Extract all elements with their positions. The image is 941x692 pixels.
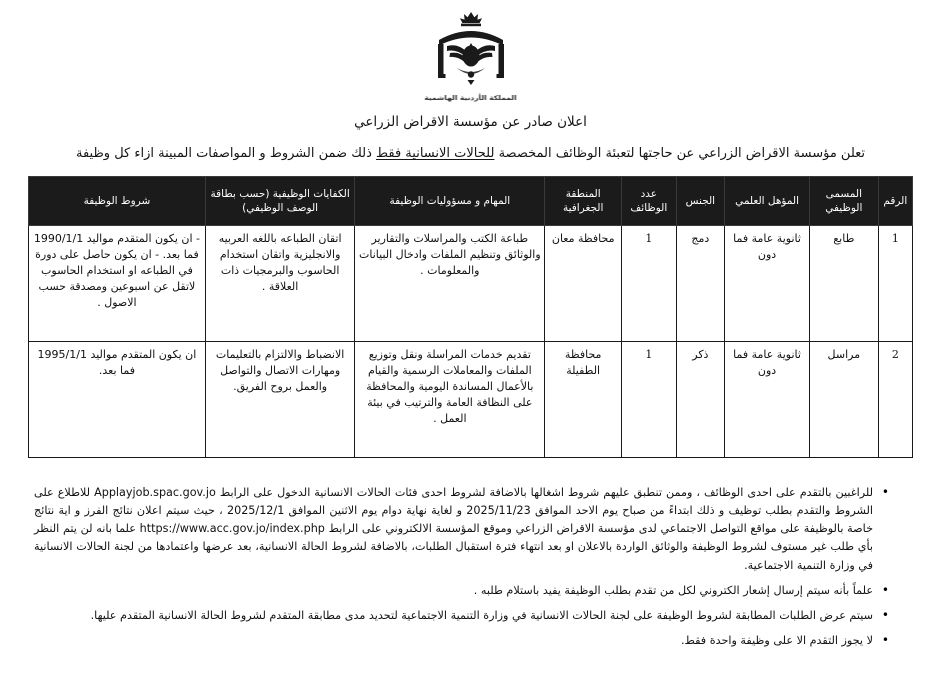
- column-header-count: عدد الوظائف: [622, 177, 677, 226]
- subtitle-part-1: تعلن مؤسسة الاقراض الزراعي عن حاجتها لتعبئة الوظائف المخصصة: [494, 146, 866, 161]
- cell-conditions: ان يكون المتقدم مواليد 1995/1/1 فما بعد.: [29, 342, 206, 458]
- subtitle-part-2: ذلك ضمن الشروط و المواصفات المبينة ازاء كل وظيفة: [75, 146, 377, 161]
- emblem-header: [28, 0, 913, 108]
- notes-list: [28, 484, 913, 650]
- cell-index: 2: [878, 342, 912, 458]
- cell-gender: ذكر: [676, 342, 724, 458]
- table-header-row: [29, 177, 913, 226]
- cell-region: محافظة معان: [545, 226, 622, 342]
- cell-duties: طباعة الكتب والمراسلات والتقارير والوثائق وتنظيم الملفات وادخال البيانات والمعلومات .: [355, 226, 545, 342]
- jobs-table: [28, 176, 913, 458]
- column-header-qualification: المؤهل العلمي: [725, 177, 810, 226]
- cell-competencies: اتقان الطباعه باللغه العربيه والانجليزية واتقان استخدام الحاسوب والبرمجيات ذات العلاقة .: [205, 226, 355, 342]
- cell-qualification: ثانوية عامة فما دون: [725, 226, 810, 342]
- list-item: • سيتم عرض الطلبات المطابقة لشروط الوظيفة على لجنة الحالات الانسانية في وزارة التنمية الاجتماعية لتحديد مدى مطابقة المتقدم لشروط الحالة الانسانية المتقدم عليها.: [34, 607, 889, 625]
- column-header-duties: المهام و مسؤوليات الوظيفة: [355, 177, 545, 226]
- cell-count: 1: [622, 342, 677, 458]
- column-header-job-title: المسمى الوظيفي: [809, 177, 878, 226]
- column-header-conditions: شروط الوظيفة: [29, 177, 206, 226]
- cell-job-title: مراسل: [809, 342, 878, 458]
- cell-job-title: طابع: [809, 226, 878, 342]
- list-item: • لا يجوز التقدم الا على وظيفة واحدة فقط.: [34, 632, 889, 650]
- cell-qualification: ثانوية عامة فما دون: [725, 342, 810, 458]
- cell-count: 1: [622, 226, 677, 342]
- list-item: • للراغبين بالتقدم على احدى الوظائف ، وممن تنطبق عليهم شروط اشغالها بالاضافة لشروط احدى فئات الحالات الانسانية الدخول على الرابط Applayjob.spac.gov.jo للاطلاع على الشروط والتقدم بطلب توظيف و ذلك ابتداءً من صباح يوم الاحد الموافق 2025/11/23 و لغاية نهاية دوام يوم الاثنين الموافق 2025/12/1 ، حيث سيتم اعلان نتائج الفرز و اية نتائج خاصة بالوظيفة على مواقع التواصل الاجتماعي لدى مؤسسة الاقراض الزراعي وموقع المؤسسة الالكتروني على الرابط https://www.acc.gov.jo/index.php علما بانه لن يتم النظر بأي طلب غير مستوف لشروط الوظيفة والوثائق الواردة بالاعلان او بعد انتهاء فترة استقبال الطلبات، بالاضافة لشروط الحالة الانسانية، بعد عرضها واعتمادها من لجنة الحالات الانسانية في وزارة التنمية الاجتماعية.: [34, 484, 889, 575]
- page-subtitle: [28, 146, 913, 161]
- cell-duties: تقديم خدمات المراسلة ونقل وتوزيع الملفات والمعاملات الرسمية والقيام بالأعمال المساندة اليومية والمحافظة على النظافة العامة والترتيب في بيئة العمل .: [355, 342, 545, 458]
- table-row: [29, 226, 913, 342]
- jordan-coat-of-arms-icon: [423, 10, 519, 88]
- page-title: اعلان صادر عن مؤسسة الاقراض الزراعي: [354, 114, 587, 130]
- cell-index: 1: [878, 226, 912, 342]
- cell-region: محافظة الطفيلة: [545, 342, 622, 458]
- emblem-caption: المملكة الأردنية الهاشمية: [424, 94, 517, 102]
- cell-gender: دمج: [676, 226, 724, 342]
- list-item: • علماً بأنه سيتم إرسال إشعار الكتروني لكل من تقدم بطلب الوظيفة يفيد باستلام طلبه .: [34, 582, 889, 600]
- subtitle-highlight: للحالات الانسانية فقط: [376, 146, 495, 161]
- cell-competencies: الانضباط والالتزام بالتعليمات ومهارات الاتصال والتواصل والعمل بروح الفريق.: [205, 342, 355, 458]
- column-header-index: الرقم: [878, 177, 912, 226]
- column-header-gender: الجنس: [676, 177, 724, 226]
- column-header-competencies: الكفايات الوظيفية (حسب بطاقة الوصف الوظيفي): [205, 177, 355, 226]
- column-header-region: المنطقة الجغرافية: [545, 177, 622, 226]
- cell-conditions: - ان يكون المتقدم مواليد 1990/1/1 فما بعد. - ان يكون حاصل على دورة في الطباعه او استخدام الحاسوب لاتقل عن اسبوعين ومصدقة حسب الاصول .: [29, 226, 206, 342]
- table-row: [29, 342, 913, 458]
